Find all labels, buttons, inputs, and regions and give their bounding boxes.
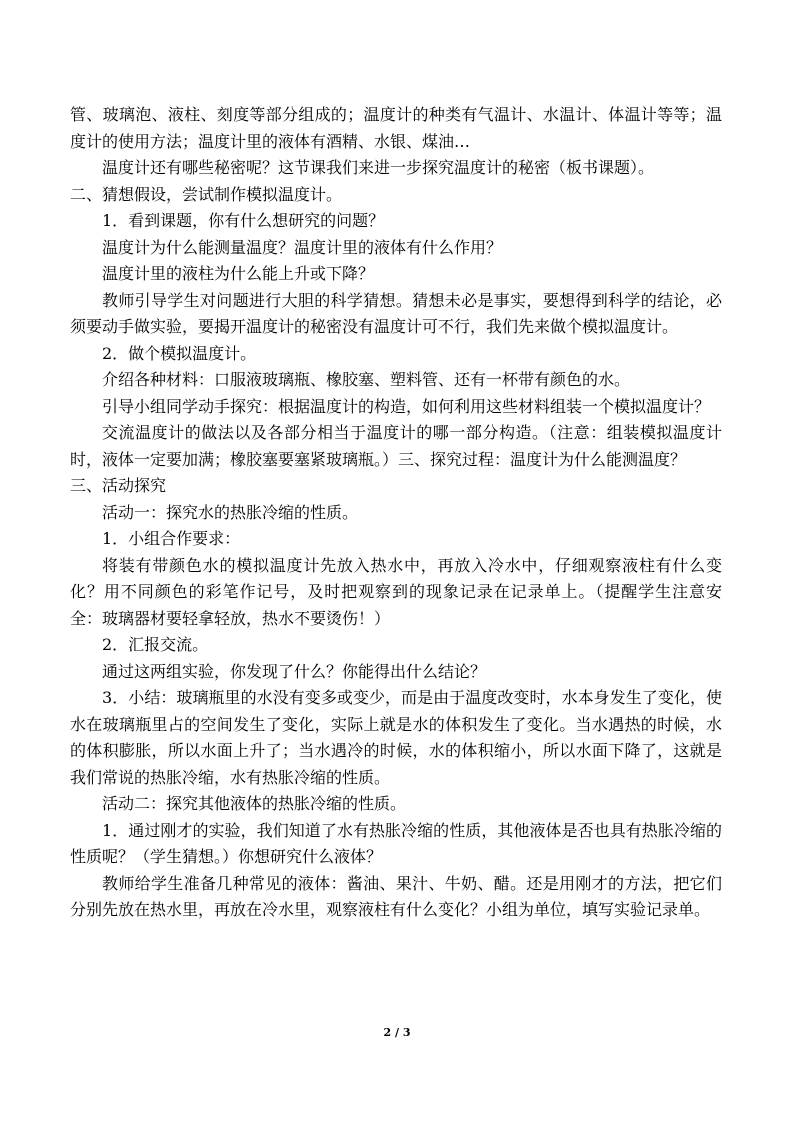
text-line: 教师给学生准备几种常见的液体：酱油、果汁、牛奶、醋。还是用刚才的方法，把它们 [102, 873, 722, 893]
text-line: 度计的使用方法；温度计里的液体有酒精、水银、煤油… [70, 131, 471, 151]
text-line: 介绍各种材料：口服液玻璃瓶、橡胶塞、塑料管、还有一杯带有颜色的水。 [102, 370, 631, 389]
text-line: 1．通过刚才的实验，我们知道了水有热胀冷缩的性质，其他液体是否也具有热胀冷缩的 [102, 820, 722, 840]
text-line: 1．小组合作要求： [102, 529, 241, 548]
text-line: 化？用不同颜色的彩笔作记号，及时把观察到的现象记录在记录单上。（提醒学生注意安 [70, 582, 722, 601]
text-line: 温度计为什么能测量温度？温度计里的液体有什么作用？ [102, 237, 503, 257]
text-line: 须要动手做实验，要揭开温度计的秘密没有温度计可不行，我们先来做个模拟温度计。 [70, 317, 679, 336]
text-line: 活动二：探究其他液体的热胀冷缩的性质。 [102, 794, 407, 813]
text-line: 二、猜想假设，尝试制作模拟温度计。 [70, 184, 343, 204]
text-line: 活动一：探究水的热胀冷缩的性质。 [102, 502, 359, 522]
text-line: 全：玻璃器材要轻拿轻放，热水不要烫伤！） [70, 608, 391, 628]
text-line: 三、活动探究 [70, 476, 167, 495]
text-line: 我们常说的热胀冷缩，水有热胀冷缩的性质。 [70, 767, 391, 787]
text-line: 水在玻璃瓶里占的空间发生了变化，实际上就是水的体积发生了变化。当水遇热的时候，水 [70, 714, 722, 734]
text-line: 2．汇报交流。 [102, 635, 209, 654]
text-line: 温度计里的液柱为什么能上升或下降？ [102, 264, 375, 283]
text-line: 时，液体一定要加满；橡胶塞要塞紧玻璃瓶。）三、探究过程：温度计为什么能测温度？ [70, 449, 687, 469]
text-line: 1．看到课题，你有什么想研究的问题？ [102, 211, 385, 230]
text-line: 温度计还有哪些秘密呢？这节课我们来进一步探究温度计的秘密（板书课题）。 [102, 158, 655, 177]
text-line: 3．小结：玻璃瓶里的水没有变多或变少，而是由于温度改变时，水本身发生了变化，使 [102, 688, 722, 707]
text-line: 分别先放在热水里，再放在冷水里，观察液柱有什么变化？小组为单位，填写实验记录单。 [70, 900, 711, 919]
text-line: 管、玻璃泡、液柱、刻度等部分组成的；温度计的种类有气温计、水温计、体温计等等；温 [70, 105, 722, 124]
text-line: 2．做个模拟温度计。 [102, 343, 257, 363]
document-body [70, 102, 722, 924]
text-line: 将装有带颜色水的模拟温度计先放入热水中，再放入冷水中，仔细观察液柱有什么变 [102, 555, 722, 575]
page-number: 2 / 3 [383, 1026, 411, 1039]
text-line: 交流温度计的做法以及各部分相当于温度计的哪一部分构造。（注意：组装模拟温度计 [102, 423, 722, 442]
text-line: 性质呢？（学生猜想。）你想研究什么液体？ [70, 847, 383, 866]
text-line: 的体积膨胀，所以水面上升了；当水遇冷的时候，水的体积缩小，所以水面下降了，这就是 [70, 741, 722, 760]
text-line: 教师引导学生对问题进行大胆的科学猜想。猜想未必是事实，要想得到科学的结论，必 [102, 290, 722, 310]
text-line: 通过这两组实验，你发现了什么？你能得出什么结论？ [102, 661, 487, 681]
text-line: 引导小组同学动手探究：根据温度计的构造，如何利用这些材料组装一个模拟温度计？ [102, 396, 711, 416]
